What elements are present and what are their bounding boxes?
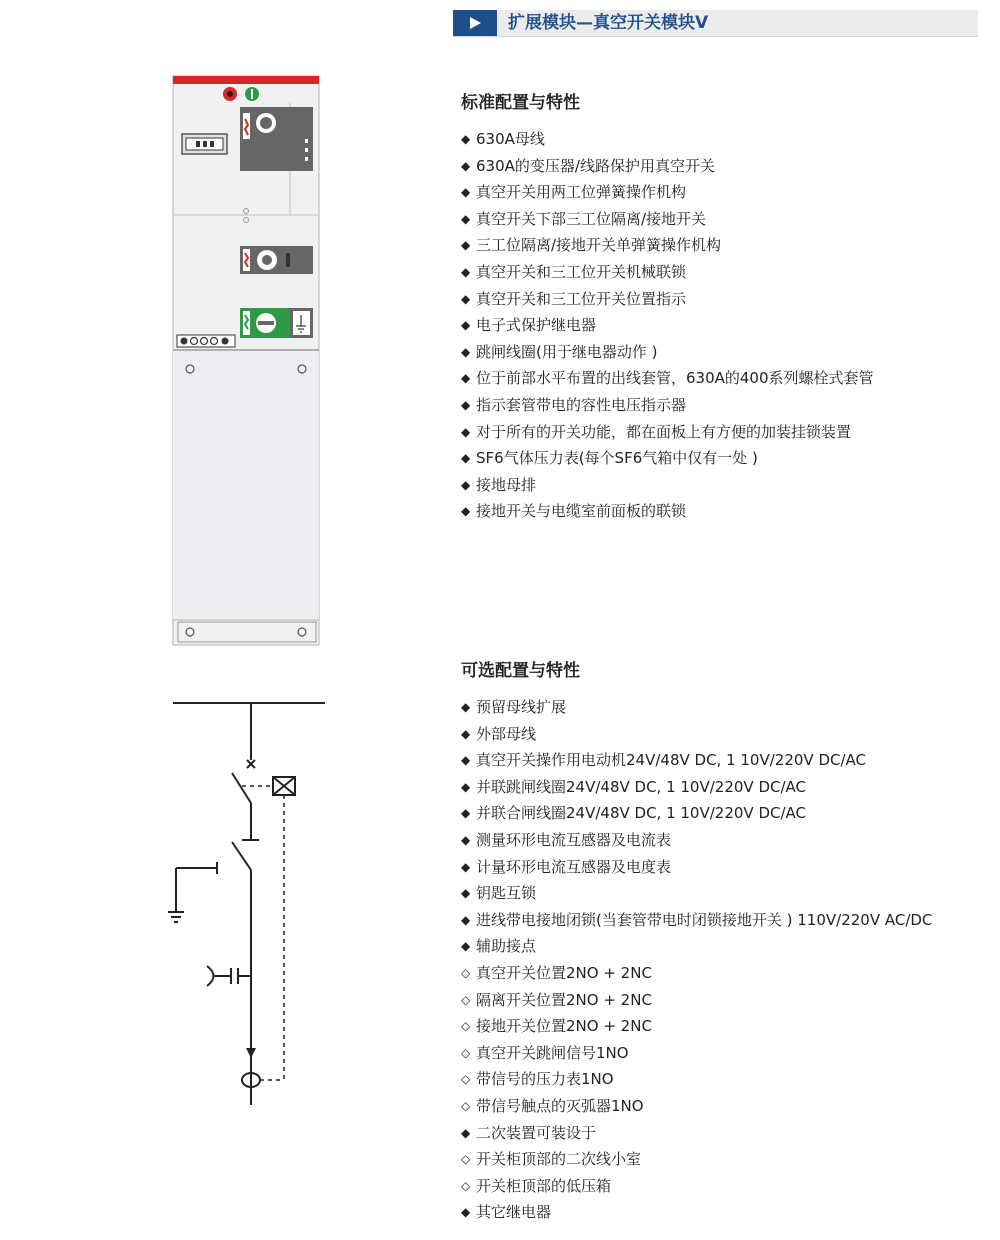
list-item: [461, 933, 932, 960]
list-item-text: 真空开关用两工位弹簧操作机构: [476, 183, 687, 202]
list-item: [461, 1120, 932, 1147]
list-item: [461, 987, 932, 1014]
list-item-text: 指示套管带电的容性电压指示器: [476, 395, 687, 414]
list-item: [461, 259, 874, 286]
list-item: [461, 498, 874, 525]
list-item-text: 辅助接点: [476, 937, 537, 956]
hollow-diamond-bullet-icon: ◇: [461, 1098, 471, 1113]
switchgear-cabinet-illustration: [172, 75, 322, 647]
list-item-text: 二次装置可装设于: [476, 1123, 597, 1142]
list-item: [461, 721, 932, 748]
diamond-bullet-icon: ◆: [461, 806, 471, 821]
diamond-bullet-icon: ◆: [461, 1205, 471, 1220]
diamond-bullet-icon: ◆: [461, 700, 471, 714]
list-item-text: 并联合闸线圈24V/48V DC, 1 10V/220V DC/AC: [476, 804, 807, 823]
hollow-diamond-bullet-icon: ◇: [461, 1152, 471, 1167]
list-item: [461, 747, 932, 774]
diamond-bullet-icon: ◆: [461, 211, 471, 226]
section-header: [453, 10, 978, 36]
list-item: [461, 419, 874, 446]
list-item: [461, 1199, 932, 1226]
list-item-text: 真空开关跳闸信号1NO: [476, 1043, 629, 1062]
hollow-diamond-bullet-icon: ◇: [461, 965, 471, 980]
list-item-text: 接地开关与电缆室前面板的联锁: [476, 502, 687, 521]
diamond-bullet-icon: ◆: [461, 371, 471, 386]
list-item-text: 真空开关下部三工位隔离/接地开关: [476, 209, 707, 228]
diamond-bullet-icon: ◆: [461, 886, 471, 901]
diamond-bullet-icon: ◆: [461, 158, 471, 173]
list-item-text: 630A母线: [476, 130, 545, 148]
hollow-diamond-bullet-icon: ◇: [461, 1178, 471, 1193]
diamond-bullet-icon: ◆: [461, 264, 471, 279]
diamond-bullet-icon: ◆: [461, 912, 471, 927]
list-item-text: 带信号的压力表1NO: [476, 1070, 614, 1089]
list-item-text: 三工位隔离/接地开关单弹簧操作机构: [476, 236, 722, 255]
list-item-text: 开关柜顶部的低压箱: [476, 1176, 612, 1195]
diamond-bullet-icon: ◆: [461, 832, 471, 847]
hollow-diamond-bullet-icon: ◇: [461, 1045, 471, 1060]
list-item-text: 带信号触点的灭弧器1NO: [476, 1096, 644, 1115]
hollow-diamond-bullet-icon: ◇: [461, 1072, 471, 1087]
list-item: [461, 206, 874, 233]
diamond-bullet-icon: ◆: [461, 185, 471, 200]
list-item: [461, 445, 874, 472]
diamond-bullet-icon: ◆: [461, 779, 471, 794]
hollow-diamond-bullet-icon: ◇: [461, 1019, 471, 1034]
list-item: [461, 339, 874, 366]
list-item: [461, 126, 874, 153]
list-item: [461, 312, 874, 339]
list-item: [461, 827, 932, 854]
header-divider: [453, 36, 978, 37]
diamond-bullet-icon: ◆: [461, 753, 471, 768]
list-item: [461, 880, 932, 907]
list-item-text: 其它继电器: [476, 1203, 552, 1222]
diamond-bullet-icon: ◆: [461, 344, 471, 359]
list-item-text: 位于前部水平布置的出线套管，630A的400系列螺栓式套管: [476, 369, 874, 388]
list-item: [461, 1013, 932, 1040]
diamond-bullet-icon: ◆: [461, 318, 471, 333]
diamond-bullet-icon: ◆: [461, 504, 471, 519]
list-item: [461, 1173, 932, 1200]
diamond-bullet-icon: ◆: [461, 939, 471, 954]
list-item-text: 跳闸线圈(用于继电器动作 ): [476, 342, 658, 361]
list-item-text: 开关柜顶部的二次线小室: [476, 1150, 642, 1169]
page-title: 扩展模块—真空开关模块V: [508, 13, 709, 33]
diamond-bullet-icon: ◆: [461, 291, 471, 306]
list-item: [461, 153, 874, 180]
list-item-text: 外部母线: [476, 724, 537, 743]
list-item-text: 接地母排: [476, 475, 537, 494]
list-item: [461, 774, 932, 801]
optional-config-list: [461, 694, 932, 1226]
header-marker: [453, 10, 497, 36]
diamond-bullet-icon: ◆: [461, 477, 471, 492]
list-item: [461, 286, 874, 313]
diamond-bullet-icon: ◆: [461, 451, 471, 466]
diamond-bullet-icon: ◆: [461, 726, 471, 741]
list-item-text: 630A的变压器/线路保护用真空开关: [476, 156, 715, 175]
list-item: [461, 960, 932, 987]
list-item: [461, 1146, 932, 1173]
standard-config-title: 标准配置与特性: [461, 93, 580, 113]
list-item-text: 测量环形电流互感器及电流表: [476, 830, 672, 849]
list-item-text: 真空开关位置2NO + 2NC: [476, 963, 652, 982]
optional-config-title: 可选配置与特性: [461, 661, 580, 681]
list-item: [461, 392, 874, 419]
diamond-bullet-icon: ◆: [461, 424, 471, 439]
list-item: [461, 1040, 932, 1067]
list-item-text: 真空开关和三工位开关位置指示: [476, 289, 687, 308]
diamond-bullet-icon: ◆: [461, 397, 471, 412]
list-item: [461, 232, 874, 259]
list-item: [461, 472, 874, 499]
list-item: [461, 907, 932, 934]
list-item: [461, 1093, 932, 1120]
list-item: [461, 800, 932, 827]
list-item-text: 真空开关和三工位开关机械联锁: [476, 262, 687, 281]
diamond-bullet-icon: ◆: [461, 1125, 471, 1140]
list-item: [461, 179, 874, 206]
standard-config-list: [461, 126, 874, 525]
list-item-text: 真空开关操作用电动机24V/48V DC, 1 10V/220V DC/AC: [476, 751, 867, 770]
list-item-text: SF6气体压力表(每个SF6气箱中仅有一处 ): [476, 449, 758, 468]
list-item-text: 进线带电接地闭锁(当套管带电时闭锁接地开关 ) 110V/220V AC/DC: [476, 910, 933, 929]
list-item-text: 预留母线扩展: [476, 698, 567, 716]
single-line-diagram: [160, 690, 340, 1115]
diamond-bullet-icon: ◆: [461, 859, 471, 874]
list-item-text: 并联跳闸线圈24V/48V DC, 1 10V/220V DC/AC: [476, 777, 807, 796]
diamond-bullet-icon: ◆: [461, 132, 471, 146]
list-item: [461, 694, 932, 721]
list-item: [461, 1066, 932, 1093]
list-item-text: 对于所有的开关功能，都在面板上有方便的加装挂锁装置: [476, 422, 852, 441]
diamond-bullet-icon: ◆: [461, 238, 471, 253]
hollow-diamond-bullet-icon: ◇: [461, 992, 471, 1007]
list-item-text: 隔离开关位置2NO + 2NC: [476, 990, 652, 1009]
play-triangle-icon: [470, 17, 481, 29]
list-item-text: 电子式保护继电器: [476, 316, 597, 335]
list-item-text: 接地开关位置2NO + 2NC: [476, 1017, 652, 1036]
list-item: [461, 854, 932, 881]
list-item-text: 钥匙互锁: [476, 884, 537, 903]
list-item: [461, 365, 874, 392]
list-item-text: 计量环形电流互感器及电度表: [476, 857, 672, 876]
